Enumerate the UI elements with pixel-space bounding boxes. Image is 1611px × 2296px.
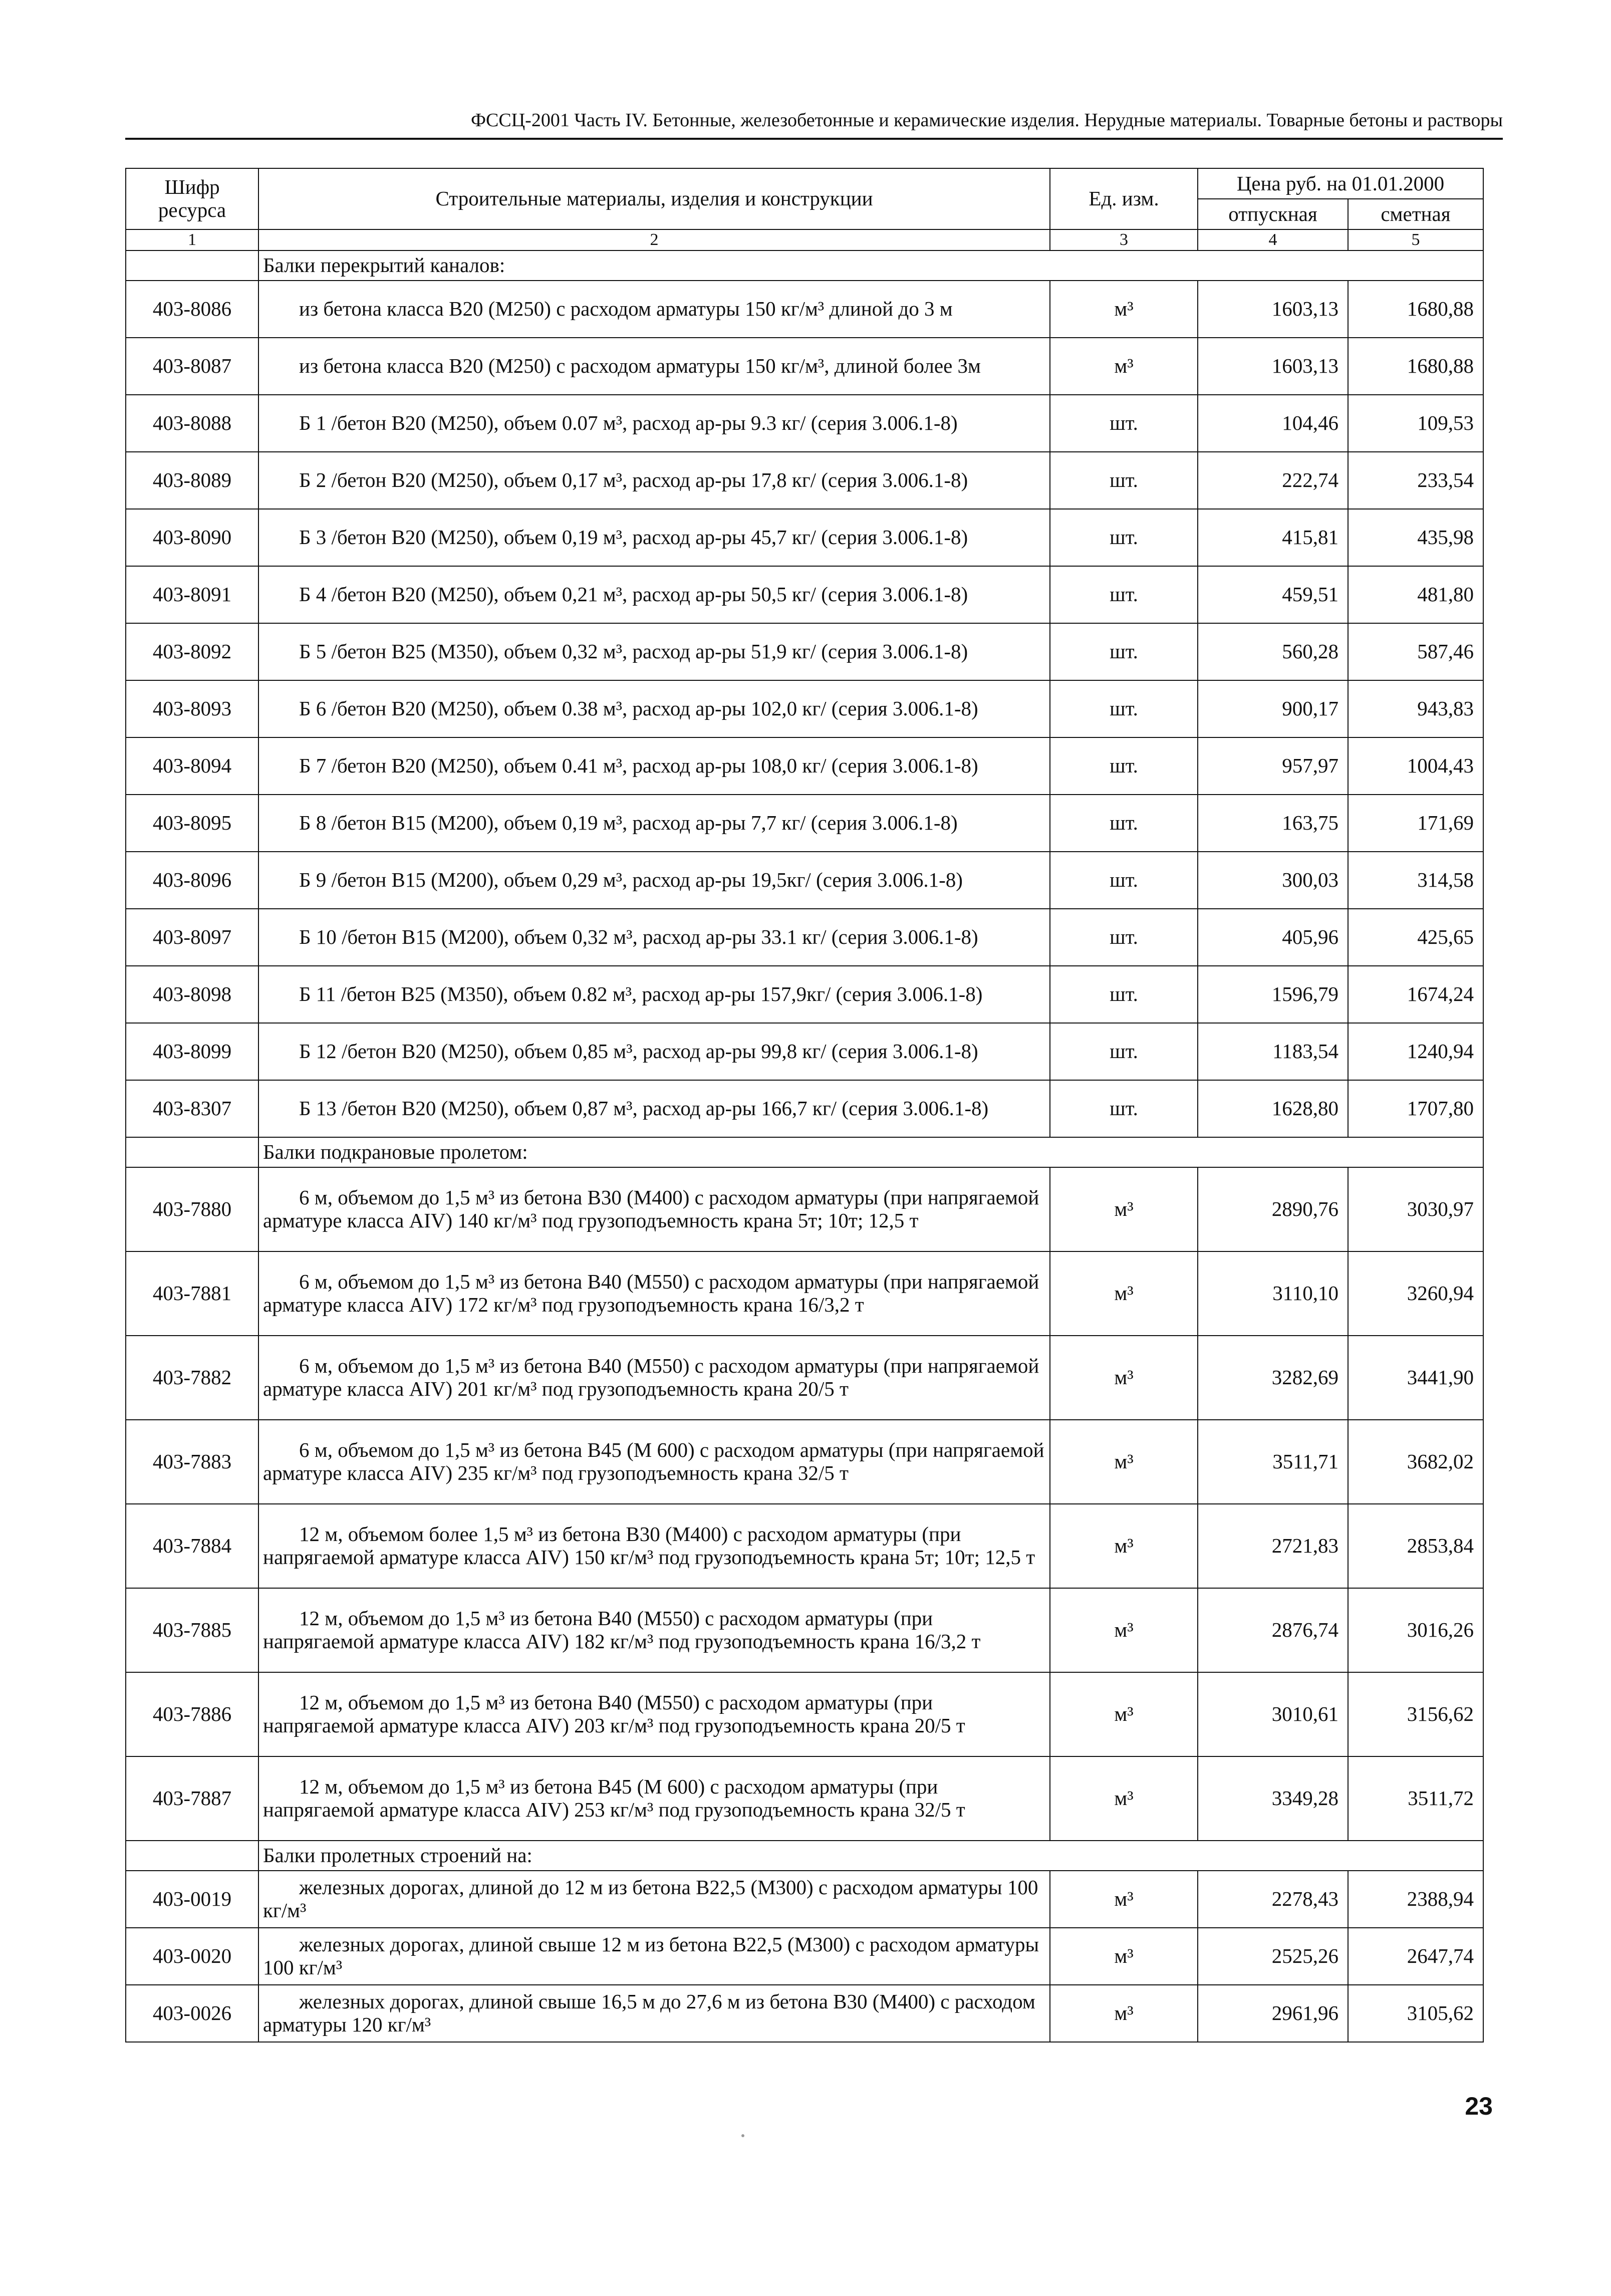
unit-cell: шт. [1050,852,1198,909]
unit-cell: м³ [1050,1985,1198,2042]
material-description: 12 м, объемом до 1,5 м³ из бетона В40 (М550) с расходом арматуры (при напрягаемой арматуре класса АIV) 203 кг/м³ под грузоподъемность крана 20/5 т [258,1672,1050,1756]
resource-code: 403-8095 [126,795,258,852]
unit-cell: шт. [1050,395,1198,452]
table-row [126,909,1483,966]
release-price: 2525,26 [1198,1928,1348,1985]
table-row [126,795,1483,852]
release-price: 3010,61 [1198,1672,1348,1756]
resource-code: 403-7886 [126,1672,258,1756]
release-price: 2876,74 [1198,1588,1348,1672]
release-price: 2721,83 [1198,1504,1348,1588]
section-title: Балки пролетных строений на: [258,1841,1483,1871]
release-price: 459,51 [1198,566,1348,623]
material-description: 12 м, объемом более 1,5 м³ из бетона В30 (М400) с расходом арматуры (при напрягаемой арматуре класса АIV) 150 кг/м³ под грузоподъемность крана 5т; 10т; 12,5 т [258,1504,1050,1588]
resource-code: 403-8087 [126,338,258,395]
release-price: 104,46 [1198,395,1348,452]
material-description: 6 м, объемом до 1,5 м³ из бетона В40 (М550) с расходом арматуры (при напрягаемой арматуре класса АIV) 201 кг/м³ под грузоподъемность крана 20/5 т [258,1336,1050,1420]
table-row [126,1871,1483,1928]
resource-code: 403-7880 [126,1167,258,1251]
header-rule [125,138,1503,140]
estimate-price: 3030,97 [1348,1167,1483,1251]
release-price: 405,96 [1198,909,1348,966]
estimate-price: 1680,88 [1348,281,1483,338]
estimate-price: 1674,24 [1348,966,1483,1023]
release-price: 3110,10 [1198,1251,1348,1336]
material-description: Б 7 /бетон В20 (М250), объем 0.41 м³, расход ар-ры 108,0 кг/ (серия 3.006.1-8) [258,737,1050,795]
resource-code: 403-8086 [126,281,258,338]
section-code-cell [126,1137,258,1167]
estimate-price: 1240,94 [1348,1023,1483,1080]
table-row [126,1251,1483,1336]
resource-code: 403-8090 [126,509,258,566]
price-table [125,168,1484,2043]
material-description: железных дорогах, длиной свыше 12 м из бетона В22,5 (М300) с расходом арматуры 100 кг/м³ [258,1928,1050,1985]
table-row [126,395,1483,452]
material-description: 6 м, объемом до 1,5 м³ из бетона В40 (М550) с расходом арматуры (при напрягаемой арматуре класса АIV) 172 кг/м³ под грузоподъемность крана 16/3,2 т [258,1251,1050,1336]
table-row [126,1167,1483,1251]
table-row [126,509,1483,566]
table-row [126,1080,1483,1137]
unit-cell: м³ [1050,1871,1198,1928]
resource-code: 403-7887 [126,1756,258,1841]
material-description: железных дорогах, длиной свыше 16,5 м до 27,6 м из бетона В30 (М400) с расходом арматуры 120 кг/м³ [258,1985,1050,2042]
resource-code: 403-7882 [126,1336,258,1420]
section-code-cell [126,1841,258,1871]
table-row [126,1756,1483,1841]
table-row [126,966,1483,1023]
section-row [126,1841,1483,1871]
table-row [126,623,1483,680]
resource-code: 403-8088 [126,395,258,452]
page-number: 23 [1465,2092,1493,2120]
col-number: 3 [1050,229,1198,250]
section-title: Балки подкрановые пролетом: [258,1137,1483,1167]
resource-code: 403-7881 [126,1251,258,1336]
table-body [126,250,1483,2042]
table-row [126,1336,1483,1420]
table-row [126,737,1483,795]
estimate-price: 3260,94 [1348,1251,1483,1336]
release-price: 222,74 [1198,452,1348,509]
material-description: Б 13 /бетон В20 (М250), объем 0,87 м³, расход ар-ры 166,7 кг/ (серия 3.006.1-8) [258,1080,1050,1137]
unit-cell: м³ [1050,338,1198,395]
estimate-price: 587,46 [1348,623,1483,680]
table-row [126,1672,1483,1756]
table-row [126,338,1483,395]
table-row [126,1504,1483,1588]
col-header-unit: Ед. изм. [1050,168,1198,229]
section-row [126,1137,1483,1167]
table-row [126,852,1483,909]
material-description: 12 м, объемом до 1,5 м³ из бетона В40 (М550) с расходом арматуры (при напрягаемой арматуре класса АIV) 182 кг/м³ под грузоподъемность крана 16/3,2 т [258,1588,1050,1672]
material-description: 12 м, объемом до 1,5 м³ из бетона В45 (М 600) с расходом арматуры (при напрягаемой арматуре класса АIV) 253 кг/м³ под грузоподъемность крана 32/5 т [258,1756,1050,1841]
resource-code: 403-8098 [126,966,258,1023]
release-price: 3511,71 [1198,1420,1348,1504]
estimate-price: 435,98 [1348,509,1483,566]
estimate-price: 109,53 [1348,395,1483,452]
col-number: 5 [1348,229,1483,250]
release-price: 2890,76 [1198,1167,1348,1251]
material-description: Б 6 /бетон В20 (М250), объем 0.38 м³, расход ар-ры 102,0 кг/ (серия 3.006.1-8) [258,680,1050,737]
release-price: 300,03 [1198,852,1348,909]
estimate-price: 171,69 [1348,795,1483,852]
release-price: 957,97 [1198,737,1348,795]
section-row [126,250,1483,281]
table-row [126,1588,1483,1672]
unit-cell: шт. [1050,509,1198,566]
resource-code: 403-8092 [126,623,258,680]
unit-cell: шт. [1050,737,1198,795]
release-price: 1603,13 [1198,281,1348,338]
col-number: 2 [258,229,1050,250]
estimate-price: 3511,72 [1348,1756,1483,1841]
table-row [126,1420,1483,1504]
unit-cell: м³ [1050,1928,1198,1985]
estimate-price: 2388,94 [1348,1871,1483,1928]
estimate-price: 1004,43 [1348,737,1483,795]
estimate-price: 3156,62 [1348,1672,1483,1756]
col-header-name: Строительные материалы, изделия и конструкции [258,168,1050,229]
table-row [126,1985,1483,2042]
resource-code: 403-0020 [126,1928,258,1985]
release-price: 415,81 [1198,509,1348,566]
unit-cell: м³ [1050,1504,1198,1588]
release-price: 1183,54 [1198,1023,1348,1080]
estimate-price: 3441,90 [1348,1336,1483,1420]
unit-cell: шт. [1050,795,1198,852]
material-description: Б 5 /бетон В25 (М350), объем 0,32 м³, расход ар-ры 51,9 кг/ (серия 3.006.1-8) [258,623,1050,680]
resource-code: 403-8093 [126,680,258,737]
unit-cell: шт. [1050,909,1198,966]
resource-code: 403-8096 [126,852,258,909]
unit-cell: шт. [1050,966,1198,1023]
material-description: Б 9 /бетон В15 (М200), объем 0,29 м³, расход ар-ры 19,5кг/ (серия 3.006.1-8) [258,852,1050,909]
estimate-price: 1707,80 [1348,1080,1483,1137]
unit-cell: м³ [1050,1756,1198,1841]
unit-cell: шт. [1050,1023,1198,1080]
estimate-price: 233,54 [1348,452,1483,509]
release-price: 1603,13 [1198,338,1348,395]
table-row [126,1023,1483,1080]
release-price: 163,75 [1198,795,1348,852]
material-description: Б 11 /бетон В25 (М350), объем 0.82 м³, расход ар-ры 157,9кг/ (серия 3.006.1-8) [258,966,1050,1023]
estimate-price: 1680,88 [1348,338,1483,395]
resource-code: 403-7885 [126,1588,258,1672]
col-header-code: Шифр ресурса [126,168,258,229]
material-description: Б 4 /бетон В20 (М250), объем 0,21 м³, расход ар-ры 50,5 кг/ (серия 3.006.1-8) [258,566,1050,623]
col-number: 1 [126,229,258,250]
release-price: 560,28 [1198,623,1348,680]
material-description: Б 2 /бетон В20 (М250), объем 0,17 м³, расход ар-ры 17,8 кг/ (серия 3.006.1-8) [258,452,1050,509]
estimate-price: 943,83 [1348,680,1483,737]
release-price: 2278,43 [1198,1871,1348,1928]
release-price: 1596,79 [1198,966,1348,1023]
col-number: 4 [1198,229,1348,250]
resource-code: 403-8094 [126,737,258,795]
unit-cell: шт. [1050,1080,1198,1137]
estimate-price: 481,80 [1348,566,1483,623]
resource-code: 403-8091 [126,566,258,623]
resource-code: 403-7884 [126,1504,258,1588]
unit-cell: м³ [1050,1167,1198,1251]
unit-cell: м³ [1050,281,1198,338]
unit-cell: м³ [1050,1420,1198,1504]
resource-code: 403-0019 [126,1871,258,1928]
release-price: 3282,69 [1198,1336,1348,1420]
col-header-price: Цена руб. на 01.01.2000 [1198,168,1483,199]
table-row [126,452,1483,509]
section-title: Балки перекрытий каналов: [258,250,1483,281]
unit-cell: м³ [1050,1588,1198,1672]
unit-cell: шт. [1050,680,1198,737]
resource-code: 403-8089 [126,452,258,509]
running-header: ФССЦ-2001 Часть IV. Бетонные, железобетонные и керамические изделия. Нерудные материалы. Товарные бетоны и растворы [471,110,1503,131]
material-description: Б 12 /бетон В20 (М250), объем 0,85 м³, расход ар-ры 99,8 кг/ (серия 3.006.1-8) [258,1023,1050,1080]
material-description: из бетона класса В20 (М250) с расходом арматуры 150 кг/м³, длиной более 3м [258,338,1050,395]
material-description: Б 10 /бетон В15 (М200), объем 0,32 м³, расход ар-ры 33.1 кг/ (серия 3.006.1-8) [258,909,1050,966]
estimate-price: 425,65 [1348,909,1483,966]
table-row [126,566,1483,623]
unit-cell: шт. [1050,452,1198,509]
unit-cell: м³ [1050,1251,1198,1336]
scan-speck [741,2134,744,2137]
estimate-price: 314,58 [1348,852,1483,909]
material-description: Б 8 /бетон В15 (М200), объем 0,19 м³, расход ар-ры 7,7 кг/ (серия 3.006.1-8) [258,795,1050,852]
col-header-estimate: сметная [1348,199,1483,229]
unit-cell: м³ [1050,1672,1198,1756]
resource-code: 403-8307 [126,1080,258,1137]
unit-cell: шт. [1050,566,1198,623]
material-description: железных дорогах, длиной до 12 м из бетона В22,5 (М300) с расходом арматуры 100 кг/м³ [258,1871,1050,1928]
release-price: 900,17 [1198,680,1348,737]
estimate-price: 2853,84 [1348,1504,1483,1588]
table-row [126,1928,1483,1985]
release-price: 1628,80 [1198,1080,1348,1137]
section-code-cell [126,250,258,281]
release-price: 2961,96 [1198,1985,1348,2042]
resource-code: 403-8099 [126,1023,258,1080]
estimate-price: 3105,62 [1348,1985,1483,2042]
resource-code: 403-8097 [126,909,258,966]
estimate-price: 3016,26 [1348,1588,1483,1672]
unit-cell: м³ [1050,1336,1198,1420]
table-row [126,680,1483,737]
resource-code: 403-7883 [126,1420,258,1504]
material-description: 6 м, объемом до 1,5 м³ из бетона В30 (М400) с расходом арматуры (при напрягаемой арматуре класса АIV) 140 кг/м³ под грузоподъемность крана 5т; 10т; 12,5 т [258,1167,1050,1251]
col-header-release: отпускная [1198,199,1348,229]
material-description: Б 3 /бетон В20 (М250), объем 0,19 м³, расход ар-ры 45,7 кг/ (серия 3.006.1-8) [258,509,1050,566]
unit-cell: шт. [1050,623,1198,680]
material-description: из бетона класса В20 (М250) с расходом арматуры 150 кг/м³ длиной до 3 м [258,281,1050,338]
material-description: 6 м, объемом до 1,5 м³ из бетона В45 (М 600) с расходом арматуры (при напрягаемой арматуре класса АIV) 235 кг/м³ под грузоподъемность крана 32/5 т [258,1420,1050,1504]
estimate-price: 3682,02 [1348,1420,1483,1504]
estimate-price: 2647,74 [1348,1928,1483,1985]
release-price: 3349,28 [1198,1756,1348,1841]
material-description: Б 1 /бетон В20 (М250), объем 0.07 м³, расход ар-ры 9.3 кг/ (серия 3.006.1-8) [258,395,1050,452]
resource-code: 403-0026 [126,1985,258,2042]
table-row [126,281,1483,338]
